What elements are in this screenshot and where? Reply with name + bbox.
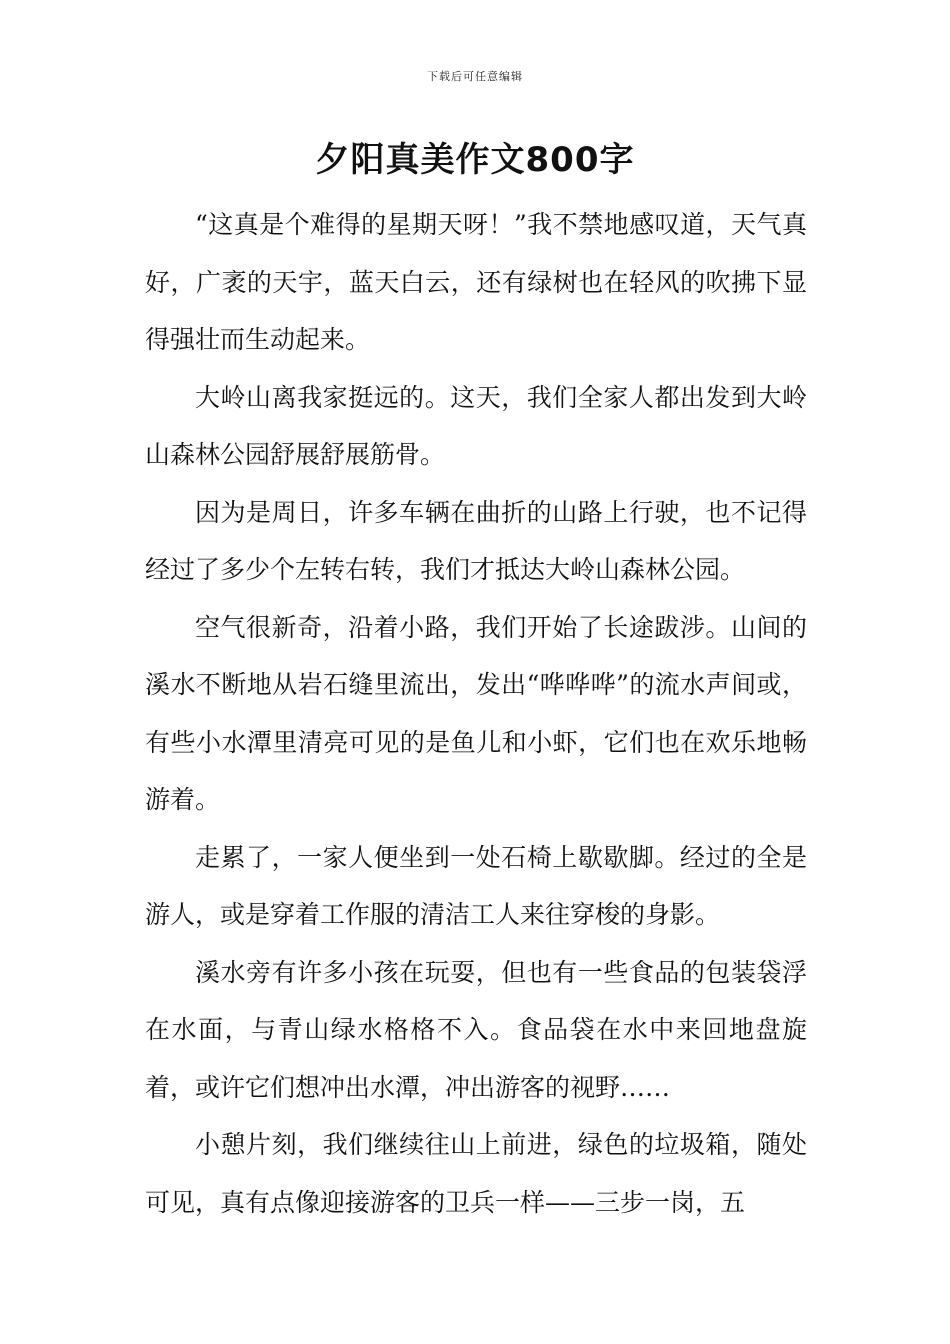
paragraph: 走累了，一家人便坐到一处石椅上歇歇脚。经过的全是游人，或是穿着工作服的清洁工人来往穿梭的身影。	[145, 842, 807, 929]
header-note: 下载后可任意编辑	[427, 70, 523, 83]
document-title: 夕阳真美作文800字	[315, 140, 635, 180]
paragraph: “这真是个难得的星期天呀！”我不禁地感叹道，天气真好，广袤的天宇，蓝天白云，还有绿树也在轻风的吹拂下显得强壮而生动起来。	[145, 210, 807, 354]
paragraph: 因为是周日，许多车辆在曲折的山路上行驶，也不记得经过了多少个左转右转，我们才抵达大岭山森林公园。	[145, 497, 807, 584]
paragraph: 空气很新奇，沿着小路，我们开始了长途跋涉。山间的溪水不断地从岩石缝里流出，发出“哗哗哗”的流水声间或，有些小水潭里清亮可见的是鱼儿和小虾，它们也在欢乐地畅游着。	[145, 612, 807, 814]
paragraph: 小憩片刻，我们继续往山上前进，绿色的垃圾箱，随处可见，真有点像迎接游客的卫兵一样——三步一岗，五	[145, 1130, 807, 1217]
paragraph: 溪水旁有许多小孩在玩耍，但也有一些食品的包装袋浮在水面，与青山绿水格格不入。食品袋在水中来回地盘旋着，或许它们想冲出水潭，冲出游客的视野……	[145, 957, 807, 1102]
document-body	[145, 196, 807, 1231]
paragraph: 大岭山离我家挺远的。这天，我们全家人都出发到大岭山森林公园舒展舒展筋骨。	[145, 382, 807, 469]
